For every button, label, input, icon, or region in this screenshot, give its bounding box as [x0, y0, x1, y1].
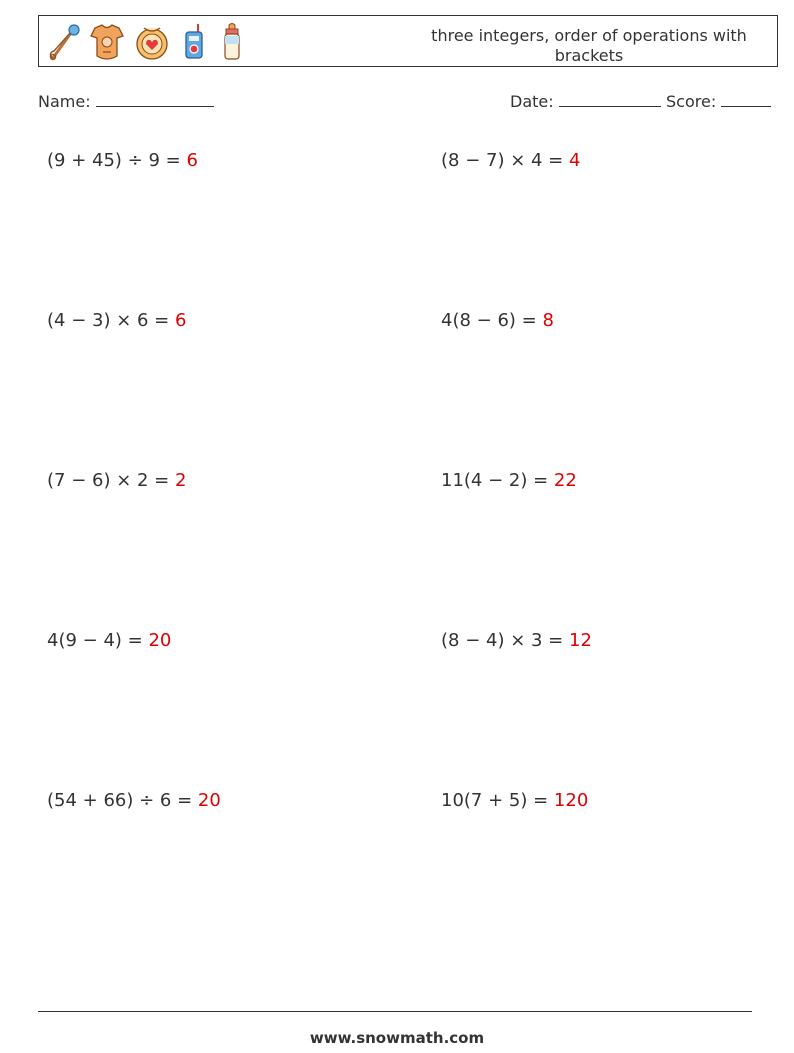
- problem-answer: 4: [569, 150, 581, 171]
- problem-expression: (54 + 66) ÷ 6 =: [47, 790, 193, 811]
- problem-item: [47, 630, 171, 651]
- name-field[interactable]: [38, 92, 214, 111]
- problem-item: [441, 470, 577, 491]
- score-field[interactable]: [666, 92, 771, 111]
- problem-expression: (4 − 3) × 6 =: [47, 310, 170, 331]
- baby-onesie-icon: [89, 22, 125, 62]
- date-field[interactable]: [510, 92, 661, 111]
- problem-answer: 20: [197, 790, 221, 811]
- icon-strip: [47, 20, 247, 64]
- problem-answer: 22: [553, 470, 577, 491]
- problem-answer: 6: [175, 310, 187, 331]
- safety-pin-icon: [47, 22, 81, 62]
- problem-answer: 120: [553, 790, 589, 811]
- problem-expression: (8 − 4) × 3 =: [441, 630, 564, 651]
- worksheet-header: [38, 15, 778, 67]
- date-blank[interactable]: [559, 92, 661, 107]
- problem-expression: 4(8 − 6) =: [441, 310, 537, 331]
- name-blank[interactable]: [96, 92, 214, 107]
- problem-item: [47, 310, 186, 331]
- worksheet-title: three integers, order of operations with brackets: [431, 26, 747, 65]
- date-label: Date:: [510, 92, 554, 111]
- problem-item: [47, 150, 198, 171]
- problem-expression: 11(4 − 2) =: [441, 470, 549, 491]
- problem-item: [441, 310, 554, 331]
- problem-item: [47, 470, 186, 491]
- problem-expression: (8 − 7) × 4 =: [441, 150, 564, 171]
- baby-monitor-icon: [179, 22, 209, 62]
- problem-item: [441, 630, 592, 651]
- problem-answer: 12: [569, 630, 592, 651]
- footer-url[interactable]: www.snowmath.com: [309, 1029, 485, 1047]
- problem-answer: 8: [542, 310, 554, 331]
- problem-answer: 6: [186, 150, 198, 171]
- problem-expression: 10(7 + 5) =: [441, 790, 549, 811]
- problem-item: [441, 150, 580, 171]
- problem-expression: (9 + 45) ÷ 9 =: [47, 150, 181, 171]
- problem-expression: 4(9 − 4) =: [47, 630, 143, 651]
- problem-answer: 20: [148, 630, 172, 651]
- score-blank[interactable]: [721, 92, 771, 107]
- problem-expression: (7 − 6) × 2 =: [47, 470, 170, 491]
- problem-answer: 2: [175, 470, 187, 491]
- problem-item: [47, 790, 221, 811]
- baby-bottle-icon: [217, 22, 247, 62]
- score-label: Score:: [666, 92, 717, 111]
- problem-item: [441, 790, 588, 811]
- baby-bib-icon: [133, 22, 171, 62]
- name-label: Name:: [38, 92, 91, 111]
- footer-divider: [38, 1011, 752, 1012]
